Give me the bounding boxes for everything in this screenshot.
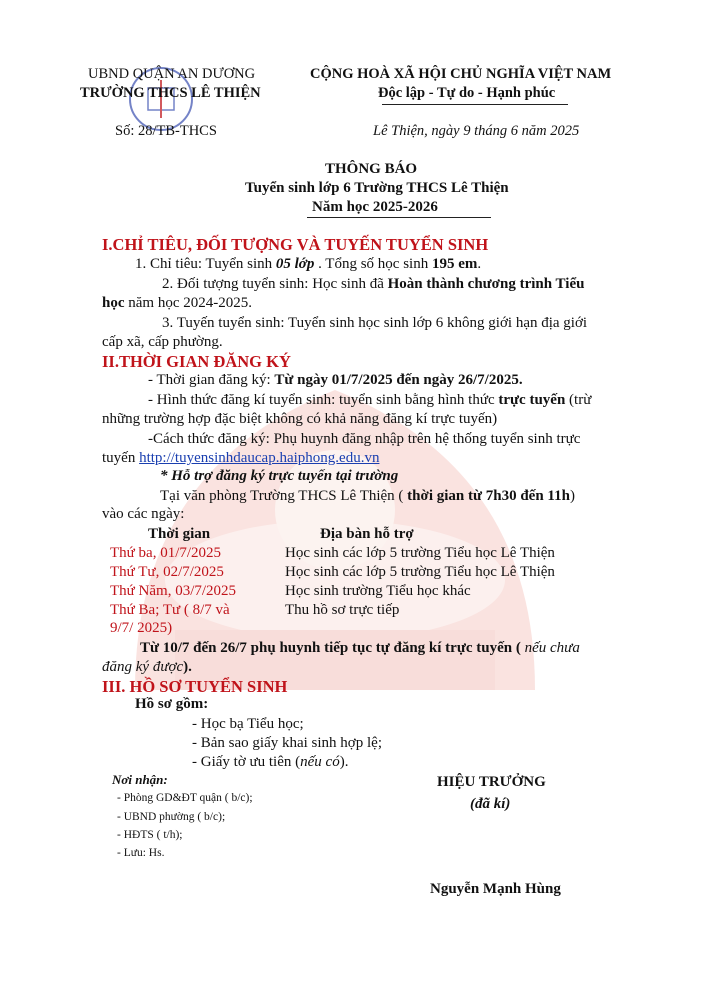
signer-title: HIỆU TRƯỞNG [437, 774, 546, 790]
section1-heading: I.CHỈ TIÊU, ĐỐI TƯỢNG VÀ TUYẾN TUYỂN SINH [102, 235, 489, 254]
doc-number: Số: 28/TB-THCS [115, 123, 217, 139]
section2-heading: II.THỜI GIAN ĐĂNG KÝ [102, 352, 291, 371]
online-continuation: Từ 10/7 đến 26/7 phụ huynh tiếp tục tự đăng kí trực tuyến ( nếu chưa [140, 640, 580, 656]
schedule-row-area: Học sinh trường Tiểu học khác [285, 583, 471, 599]
schedule-row-time: Thứ Ba; Tư ( 8/7 và [110, 602, 230, 618]
recipient-item: - HĐTS ( t/h); [117, 829, 183, 841]
registration-method-cont: tuyến http://tuyensinhdaucap.haiphong.edu.vn [102, 450, 380, 466]
schedule-row-time: Thứ Năm, 03/7/2025 [110, 583, 237, 599]
schedule-row-area: Thu hồ sơ trực tiếp [285, 602, 400, 618]
online-continuation-cont: đăng ký được). [102, 659, 192, 675]
recipient-item: - Phòng GD&ĐT quận ( b/c); [117, 792, 253, 804]
support-heading: * Hỗ trợ đăng ký trực tuyến tại trường [160, 468, 399, 484]
office-hours-cont: vào các ngày: [102, 506, 185, 522]
schedule-header-time: Thời gian [148, 526, 211, 542]
schedule-row-area: Học sinh các lớp 5 trường Tiểu học Lê Thiện [285, 564, 555, 580]
registration-period: - Thời gian đăng ký: Từ ngày 01/7/2025 đến ngày 26/7/2025. [148, 372, 523, 388]
header-school-name: TRƯỜNG THCS LÊ THIỆN [80, 85, 261, 101]
school-year: Năm học 2025-2026 [312, 199, 438, 215]
schedule-header-area: Địa bàn hỗ trợ [320, 526, 414, 542]
schedule-row-time-cont: 9/7/ 2025) [110, 620, 173, 636]
scope-item-cont: cấp xã, cấp phường. [102, 334, 223, 350]
target-item: 2. Đối tượng tuyển sinh: Học sinh đã Hoàn thành chương trình Tiểu [162, 276, 585, 292]
registration-form: - Hình thức đăng kí tuyển sinh: tuyển sinh bằng hình thức trực tuyến (trừ [148, 392, 592, 408]
office-hours: Tại văn phòng Trường THCS Lê Thiện ( thời gian từ 7h30 đến 11h) [160, 488, 575, 504]
signer-name: Nguyễn Mạnh Hùng [430, 881, 561, 897]
section3-heading: III. HỒ SƠ TUYỂN SINH [102, 677, 288, 696]
quota-item: 1. Chỉ tiêu: Tuyển sinh 05 lớp . Tổng số học sinh 195 em. [135, 256, 482, 272]
doc-title: THÔNG BÁO [325, 161, 418, 177]
dossier-item: - Học bạ Tiểu học; [192, 716, 304, 732]
signed-note: (đã kí) [470, 796, 511, 812]
recipient-item: - UBND phường ( b/c); [117, 811, 226, 823]
enrollment-portal-link[interactable]: http://tuyensinhdaucap.haiphong.edu.vn [139, 450, 380, 466]
issue-date: Lê Thiện, ngày 9 tháng 6 năm 2025 [373, 123, 580, 139]
registration-method: -Cách thức đăng ký: Phụ huynh đăng nhập trên hệ thống tuyển sinh trực [148, 431, 581, 447]
schedule-row-time: Thứ Tư, 02/7/2025 [110, 564, 224, 580]
header-authority: UBND QUẬN AN DƯƠNG [88, 66, 256, 82]
scope-item: 3. Tuyến tuyển sinh: Tuyển sinh học sinh lớp 6 không giới hạn địa giới [162, 315, 588, 331]
schedule-row-area: Học sinh các lớp 5 trường Tiểu học Lê Thiện [285, 545, 555, 561]
title-underline [307, 217, 491, 218]
dossier-item: - Giấy tờ ưu tiên (nếu có). [192, 754, 349, 770]
target-item-cont: học năm học 2024-2025. [102, 295, 252, 311]
schedule-row-time: Thứ ba, 01/7/2025 [110, 545, 222, 561]
national-title: CỘNG HOÀ XÃ HỘI CHỦ NGHĨA VIỆT NAM [310, 66, 612, 82]
registration-form-cont: những trường hợp đặc biệt không có khả năng đăng kí trực tuyến) [102, 411, 498, 427]
motto-underline [382, 104, 568, 105]
recipient-item: - Lưu: Hs. [117, 847, 165, 859]
dossier-intro: Hồ sơ gồm: [135, 696, 209, 712]
dossier-item: - Bản sao giấy khai sinh hợp lệ; [192, 735, 382, 751]
doc-subtitle: Tuyển sinh lớp 6 Trường THCS Lê Thiện [245, 180, 509, 196]
national-motto: Độc lập - Tự do - Hạnh phúc [378, 85, 556, 101]
recipients-label: Nơi nhận: [112, 772, 168, 787]
